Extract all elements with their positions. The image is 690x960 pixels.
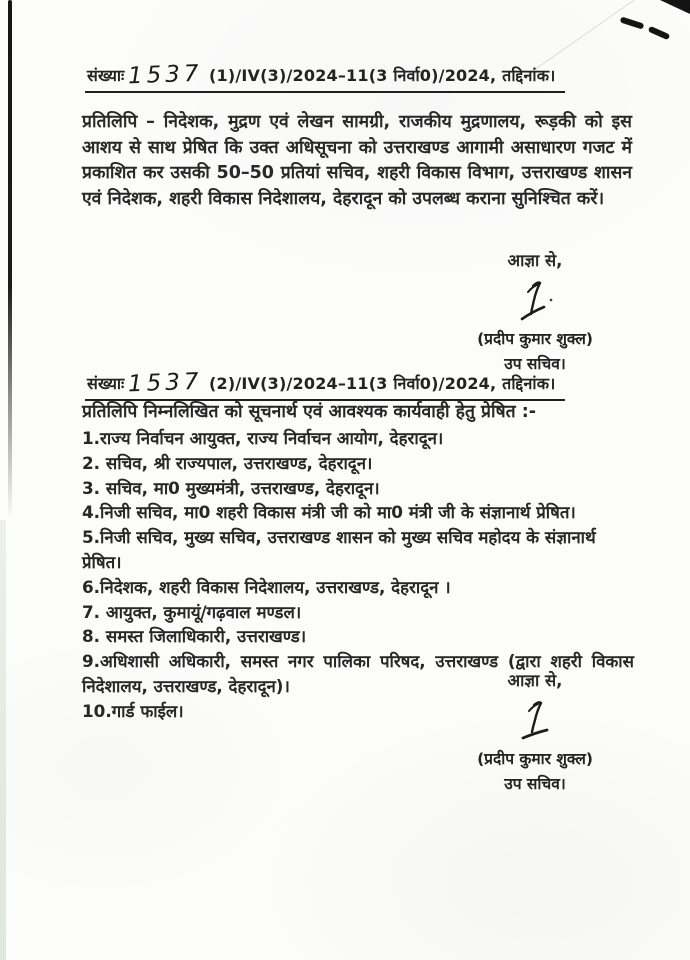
list-item: 9.अधिशासी अधिकारी, समस्त नगर पालिका परिषद, उत्तराखण्ड (द्वारा शहरी विकास निदेशालय, उत्तराखण्ड, देहरादून)। xyxy=(82,651,634,696)
reference-number-line-2 xyxy=(85,368,565,401)
by-order-text: आज्ञा से, xyxy=(507,671,563,690)
signatory-designation: उप सचिव। xyxy=(504,355,566,373)
signature-block-1 xyxy=(450,248,620,374)
scan-edge-tint xyxy=(0,520,6,960)
list-item: 3. सचिव, मा0 मुख्यमंत्री, उत्तराखण्ड, देहरादून। xyxy=(82,477,380,498)
list-item: 5.निजी सचिव, मुख्य सचिव, उत्तराखण्ड शासन को मुख्य सचिव महोदय के संज्ञानार्थ प्रेषित। xyxy=(82,527,596,572)
signature-icon xyxy=(450,695,620,747)
list-item: 6.निदेशक, शहरी विकास निदेशालय, उत्तराखण्ड, देहरादून । xyxy=(82,576,451,597)
list-item: 4.निजी सचिव, मा0 शहरी विकास मंत्री जी को मा0 मंत्री जी के संज्ञानार्थ प्रेषित। xyxy=(82,502,576,523)
signatory-name: (प्रदीप कुमार शुक्ल) xyxy=(477,330,593,348)
list-item: 8. समस्त जिलाधिकारी, उत्तराखण्ड। xyxy=(82,626,307,647)
ref-rest: (1)/IV(3)/2024–11(3 निर्वा0)/2024, तद्दिनांक। xyxy=(208,66,556,85)
signatory-designation: उप सचिव। xyxy=(504,775,566,793)
ref-prefix: संख्याः xyxy=(87,374,125,393)
by-order-text: आज्ञा से, xyxy=(507,251,563,270)
list-item: 2. सचिव, श्री राज्यपाल, उत्तराखण्ड, देहरादून। xyxy=(82,452,373,473)
distribution-intro: प्रतिलिपि निम्नलिखित को सूचनार्थ एवं आवश्यक कार्यवाही हेतु प्रेषित :- xyxy=(82,402,536,422)
signature-block-2 xyxy=(450,668,620,794)
list-item: 1.राज्य निर्वाचन आयुक्त, राज्य निर्वाचन आयोग, देहरादून। xyxy=(82,428,444,448)
handwritten-number: 1537 xyxy=(128,368,204,398)
ink-dash-mark xyxy=(648,26,671,40)
list-item: 7. आयुक्त, कुमायूं/गढ़वाल मण्डल। xyxy=(82,601,302,622)
scan-edge-line xyxy=(8,0,12,520)
list-item: 10.गार्ड फाईल। xyxy=(82,700,184,721)
copy-forwarding-paragraph: प्रतिलिपि – निदेशक, मुद्रण एवं लेखन सामग्री, राजकीय मुद्रणालय, रूड़की को इस आशय से साथ प्रेषित कि उक्त अधिसूचना को उत्तराखण्ड आगामी असाधारण गजट में प्रकाशित कर उसकी 50–50 प्रतियां सचिव, शहरी विकास विभाग, उत्तराखण्ड शासन एवं निदेशक, शहरी विकास निदेशालय, देहरादून को उपलब्ध कराना सुनिश्चित करें। xyxy=(82,112,632,209)
ref-rest: (2)/IV(3)/2024–11(3 निर्वा0)/2024, तद्दिनांक। xyxy=(208,374,556,393)
ref-prefix: संख्याः xyxy=(87,66,125,85)
ink-dash-mark xyxy=(620,16,645,29)
corner-ink-mark xyxy=(660,0,690,14)
reference-number-line-1 xyxy=(85,60,565,93)
signatory-name: (प्रदीप कुमार शुक्ल) xyxy=(477,750,593,768)
handwritten-number: 1537 xyxy=(128,60,204,90)
signature-icon xyxy=(450,275,620,327)
